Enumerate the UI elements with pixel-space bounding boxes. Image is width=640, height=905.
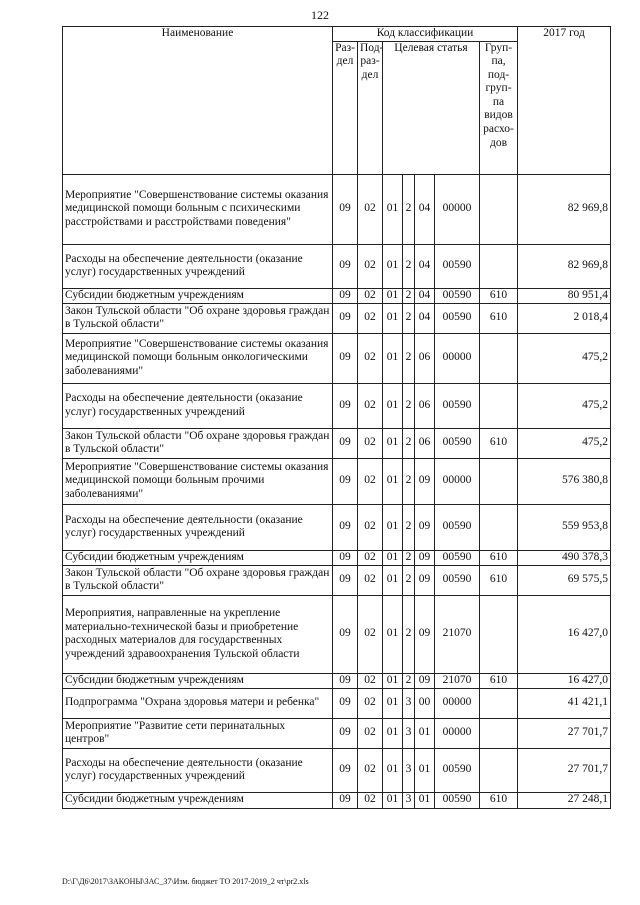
row-name: Подпрограмма "Охрана здоровья матери и ребенка" xyxy=(63,688,333,718)
row-code-vr: 610 xyxy=(480,673,518,688)
header-podrazdel: Под- раз- дел xyxy=(358,41,383,174)
row-code-cs1: 01 xyxy=(383,550,403,565)
row-code-cs2: 2 xyxy=(403,383,415,428)
row-name: Мероприятие "Совершенствование системы оказания медицинской помощи больным онкологическими заболеваниями" xyxy=(63,333,333,383)
row-code-cs4: 00000 xyxy=(435,333,480,383)
row-amount: 82 969,8 xyxy=(518,244,611,288)
row-code-cs1: 01 xyxy=(383,792,403,808)
row-code-cs1: 01 xyxy=(383,595,403,673)
row-amount: 475,2 xyxy=(518,383,611,428)
row-name: Расходы на обеспечение деятельности (оказание услуг) государственных учреждений xyxy=(63,748,333,792)
row-code-cs4: 00590 xyxy=(435,428,480,458)
row-amount: 27 248,1 xyxy=(518,792,611,808)
row-code-cs1: 01 xyxy=(383,673,403,688)
row-amount: 490 378,3 xyxy=(518,550,611,565)
row-code-pr: 02 xyxy=(358,792,383,808)
row-name: Субсидии бюджетным учреждениям xyxy=(63,673,333,688)
row-code-cs3: 01 xyxy=(415,748,435,792)
file-path-footer: D:\Г\Д6\2017\ЗАКОНЫ\ЗАС_37\Изм. бюджет ТО 2017-2019_2 чт\pr2.xls xyxy=(62,877,309,886)
header-year: 2017 год xyxy=(518,27,611,175)
row-code-cs3: 04 xyxy=(415,174,435,244)
row-code-cs2: 2 xyxy=(403,565,415,595)
table-row xyxy=(63,595,611,673)
row-code-cs1: 01 xyxy=(383,748,403,792)
row-amount: 576 380,8 xyxy=(518,458,611,504)
row-code-cs1: 01 xyxy=(383,688,403,718)
row-amount: 80 951,4 xyxy=(518,288,611,303)
row-code-rz: 09 xyxy=(333,383,358,428)
row-name: Закон Тульской области "Об охране здоровья граждан в Тульской области" xyxy=(63,428,333,458)
row-code-pr: 02 xyxy=(358,288,383,303)
row-code-rz: 09 xyxy=(333,504,358,550)
row-code-cs4: 21070 xyxy=(435,673,480,688)
row-code-rz: 09 xyxy=(333,673,358,688)
row-code-cs4: 00000 xyxy=(435,718,480,748)
row-code-cs4: 21070 xyxy=(435,595,480,673)
row-code-vr: 610 xyxy=(480,288,518,303)
row-code-cs1: 01 xyxy=(383,458,403,504)
row-code-rz: 09 xyxy=(333,288,358,303)
row-name: Расходы на обеспечение деятельности (оказание услуг) государственных учреждений xyxy=(63,504,333,550)
row-code-pr: 02 xyxy=(358,383,383,428)
row-code-pr: 02 xyxy=(358,718,383,748)
row-code-cs3: 06 xyxy=(415,383,435,428)
header-group: Груп- па, под- груп- па видов расхо- дов xyxy=(480,41,518,174)
header-code: Код классификации xyxy=(333,27,518,42)
row-name: Субсидии бюджетным учреждениям xyxy=(63,550,333,565)
row-code-cs1: 01 xyxy=(383,383,403,428)
table-row xyxy=(63,718,611,748)
table-row xyxy=(63,288,611,303)
table-row xyxy=(63,333,611,383)
row-code-cs3: 09 xyxy=(415,565,435,595)
table-row xyxy=(63,244,611,288)
row-code-vr xyxy=(480,458,518,504)
row-code-cs4: 00590 xyxy=(435,288,480,303)
row-code-rz: 09 xyxy=(333,792,358,808)
row-code-cs1: 01 xyxy=(383,174,403,244)
row-name: Закон Тульской области "Об охране здоровья граждан в Тульской области" xyxy=(63,303,333,333)
row-code-cs4: 00590 xyxy=(435,792,480,808)
row-code-cs3: 01 xyxy=(415,718,435,748)
row-code-cs2: 3 xyxy=(403,792,415,808)
row-code-cs3: 09 xyxy=(415,595,435,673)
row-code-cs2: 2 xyxy=(403,504,415,550)
row-code-pr: 02 xyxy=(358,748,383,792)
row-code-cs4: 00590 xyxy=(435,303,480,333)
row-name: Мероприятие "Совершенствование системы оказания медицинской помощи больным прочими заболеваниями" xyxy=(63,458,333,504)
row-code-cs3: 06 xyxy=(415,333,435,383)
row-code-pr: 02 xyxy=(358,673,383,688)
row-name: Субсидии бюджетным учреждениям xyxy=(63,288,333,303)
row-code-vr xyxy=(480,383,518,428)
row-amount: 475,2 xyxy=(518,428,611,458)
row-code-cs2: 2 xyxy=(403,595,415,673)
row-amount: 27 701,7 xyxy=(518,748,611,792)
table-row xyxy=(63,383,611,428)
row-code-vr: 610 xyxy=(480,792,518,808)
row-code-cs3: 06 xyxy=(415,428,435,458)
row-code-cs4: 00590 xyxy=(435,748,480,792)
table-body xyxy=(63,174,611,808)
row-amount: 41 421,1 xyxy=(518,688,611,718)
row-code-cs3: 04 xyxy=(415,303,435,333)
row-code-vr xyxy=(480,504,518,550)
table-row xyxy=(63,550,611,565)
row-code-cs4: 00590 xyxy=(435,550,480,565)
row-code-vr xyxy=(480,718,518,748)
row-code-cs4: 00000 xyxy=(435,688,480,718)
row-code-cs1: 01 xyxy=(383,428,403,458)
row-name: Мероприятие "Развитие сети перинатальных центров" xyxy=(63,718,333,748)
row-code-pr: 02 xyxy=(358,595,383,673)
row-amount: 69 575,5 xyxy=(518,565,611,595)
row-code-pr: 02 xyxy=(358,565,383,595)
row-code-cs2: 2 xyxy=(403,333,415,383)
row-code-vr xyxy=(480,595,518,673)
row-name: Закон Тульской области "Об охране здоровья граждан в Тульской области" xyxy=(63,565,333,595)
row-code-cs3: 00 xyxy=(415,688,435,718)
row-code-rz: 09 xyxy=(333,244,358,288)
row-code-cs2: 2 xyxy=(403,288,415,303)
row-code-cs2: 3 xyxy=(403,748,415,792)
row-code-cs4: 00590 xyxy=(435,504,480,550)
row-code-pr: 02 xyxy=(358,174,383,244)
row-code-rz: 09 xyxy=(333,595,358,673)
row-code-vr: 610 xyxy=(480,303,518,333)
table-row xyxy=(63,428,611,458)
row-code-vr xyxy=(480,748,518,792)
row-code-cs4: 00000 xyxy=(435,458,480,504)
row-code-cs3: 09 xyxy=(415,550,435,565)
row-code-cs4: 00590 xyxy=(435,244,480,288)
row-code-cs3: 04 xyxy=(415,288,435,303)
row-code-cs4: 00000 xyxy=(435,174,480,244)
row-amount: 475,2 xyxy=(518,333,611,383)
row-code-pr: 02 xyxy=(358,333,383,383)
row-code-vr: 610 xyxy=(480,565,518,595)
row-code-vr xyxy=(480,688,518,718)
row-amount: 82 969,8 xyxy=(518,174,611,244)
table-row xyxy=(63,174,611,244)
row-code-rz: 09 xyxy=(333,174,358,244)
row-code-rz: 09 xyxy=(333,303,358,333)
row-code-vr xyxy=(480,333,518,383)
row-code-pr: 02 xyxy=(358,303,383,333)
row-code-cs1: 01 xyxy=(383,565,403,595)
row-code-cs3: 01 xyxy=(415,792,435,808)
table-row xyxy=(63,688,611,718)
row-code-rz: 09 xyxy=(333,748,358,792)
row-code-cs2: 2 xyxy=(403,244,415,288)
row-code-vr: 610 xyxy=(480,550,518,565)
row-amount: 27 701,7 xyxy=(518,718,611,748)
row-code-cs4: 00590 xyxy=(435,565,480,595)
row-code-cs1: 01 xyxy=(383,504,403,550)
row-name: Субсидии бюджетным учреждениям xyxy=(63,792,333,808)
row-amount: 16 427,0 xyxy=(518,595,611,673)
header-row xyxy=(63,27,611,42)
row-code-cs2: 3 xyxy=(403,688,415,718)
row-amount: 2 018,4 xyxy=(518,303,611,333)
row-code-cs2: 2 xyxy=(403,174,415,244)
row-code-rz: 09 xyxy=(333,458,358,504)
row-code-cs2: 2 xyxy=(403,428,415,458)
row-code-cs1: 01 xyxy=(383,303,403,333)
table-row xyxy=(63,792,611,808)
table-row xyxy=(63,565,611,595)
row-code-vr: 610 xyxy=(480,428,518,458)
row-code-rz: 09 xyxy=(333,550,358,565)
row-name: Мероприятия, направленные на укрепление материально-технической базы и приобретение расходных материалов для государственных учреждений здравоохранения Тульской области xyxy=(63,595,333,673)
row-code-cs3: 09 xyxy=(415,673,435,688)
row-code-rz: 09 xyxy=(333,688,358,718)
row-code-pr: 02 xyxy=(358,244,383,288)
row-code-cs1: 01 xyxy=(383,288,403,303)
row-code-cs3: 04 xyxy=(415,244,435,288)
row-code-vr xyxy=(480,174,518,244)
row-name: Расходы на обеспечение деятельности (оказание услуг) государственных учреждений xyxy=(63,244,333,288)
row-code-cs1: 01 xyxy=(383,718,403,748)
row-code-pr: 02 xyxy=(358,688,383,718)
budget-table xyxy=(62,26,611,809)
row-code-cs2: 2 xyxy=(403,550,415,565)
row-code-cs3: 09 xyxy=(415,458,435,504)
row-code-pr: 02 xyxy=(358,458,383,504)
row-code-rz: 09 xyxy=(333,565,358,595)
row-code-pr: 02 xyxy=(358,550,383,565)
row-code-rz: 09 xyxy=(333,718,358,748)
row-code-cs4: 00590 xyxy=(435,383,480,428)
table-row xyxy=(63,303,611,333)
table-row xyxy=(63,504,611,550)
row-code-rz: 09 xyxy=(333,333,358,383)
row-code-rz: 09 xyxy=(333,428,358,458)
header-razdel: Раз- дел xyxy=(333,41,358,174)
header-name: Наименование xyxy=(63,27,333,175)
row-code-vr xyxy=(480,244,518,288)
table-row xyxy=(63,458,611,504)
row-code-pr: 02 xyxy=(358,504,383,550)
header-target: Целевая статья xyxy=(383,41,480,174)
row-code-cs2: 2 xyxy=(403,303,415,333)
row-code-cs3: 09 xyxy=(415,504,435,550)
row-code-cs1: 01 xyxy=(383,244,403,288)
row-code-cs2: 2 xyxy=(403,673,415,688)
table-row xyxy=(63,673,611,688)
table-row xyxy=(63,748,611,792)
row-name: Расходы на обеспечение деятельности (оказание услуг) государственных учреждений xyxy=(63,383,333,428)
row-amount: 16 427,0 xyxy=(518,673,611,688)
row-amount: 559 953,8 xyxy=(518,504,611,550)
page-number: 122 xyxy=(311,8,329,22)
row-code-cs2: 3 xyxy=(403,718,415,748)
row-code-cs2: 2 xyxy=(403,458,415,504)
row-code-cs1: 01 xyxy=(383,333,403,383)
row-name: Мероприятие "Совершенствование системы оказания медицинской помощи больным с психическими расстройствами и расстройствами поведения" xyxy=(63,174,333,244)
row-code-pr: 02 xyxy=(358,428,383,458)
